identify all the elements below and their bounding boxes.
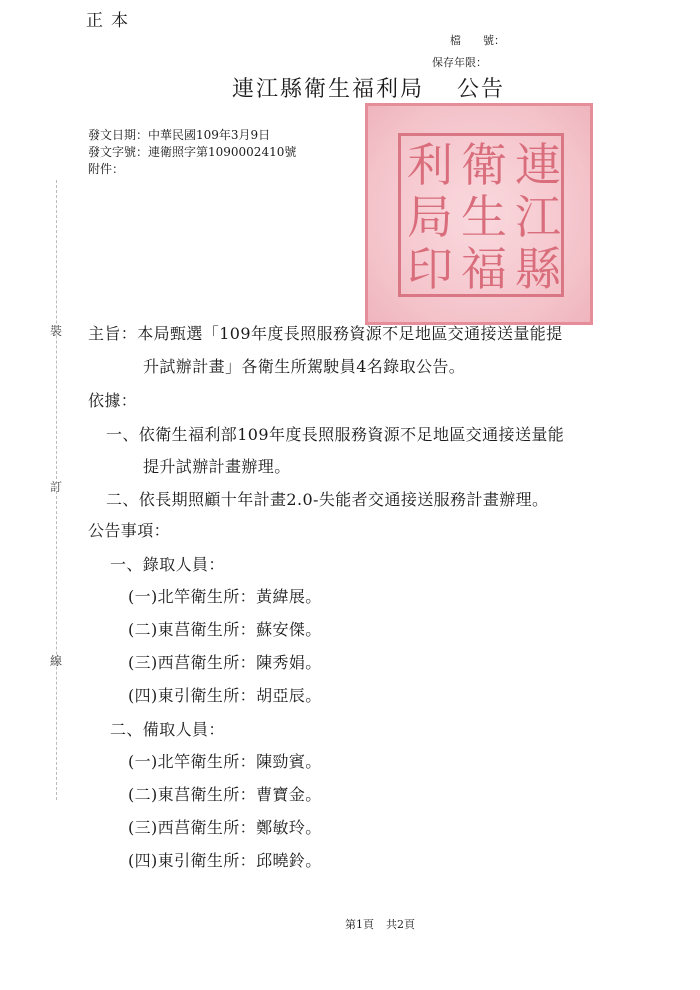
page-number: 第1頁 [345,918,374,931]
binding-mark-2: 訂 [50,480,63,494]
copy-mark: 正本 [86,11,136,31]
reference-number: 發文字號：連衛照字第1090002410號 [88,145,297,159]
document-title: 連江縣衛生福利局 公告 [232,77,505,102]
seal-inner-border [398,133,564,297]
page-footer [345,916,415,932]
basis-label: 依據： [88,391,138,410]
basis-item-1-line-1: 一、依衛生福利部109年度長照服務資源不足地區交通接送量能 [106,425,565,444]
seal-char: 局 [407,190,453,244]
seal-char: 生 [461,190,507,244]
admitted-item: (四)東引衛生所：胡亞辰。 [128,686,322,705]
reserve-item: (一)北竿衛生所：陳勁賓。 [128,752,322,771]
binding-mark-3: 線 [50,654,63,668]
subject-line-2: 升試辦計畫」各衛生所駕駛員4名錄取公告。 [143,357,466,376]
issue-date: 發文日期：中華民國109年3月9日 [88,128,271,142]
seal-char: 江 [515,190,561,244]
seal-char: 縣 [515,242,561,296]
seal-char: 利 [407,138,453,192]
admitted-item: (二)東莒衛生所：蘇安傑。 [128,620,322,639]
official-seal [365,103,593,325]
reserve-item: (二)東莒衛生所：曹寶金。 [128,785,322,804]
seal-char: 衛 [461,138,507,192]
seal-char: 印 [407,242,453,296]
seal-char: 福 [461,242,507,296]
binding-mark-1: 裝 [50,324,63,338]
subject-line-1: 主旨：本局甄選「109年度長照服務資源不足地區交通接送量能提 [88,324,563,343]
basis-item-1-line-2: 提升試辦計畫辦理。 [143,457,291,476]
seal-char: 連 [515,138,561,192]
notice-label: 公告事項： [88,521,171,540]
reserve-item: (三)西莒衛生所：鄭敏玲。 [128,818,322,837]
basis-item-2: 二、依長期照顧十年計畫2.0-失能者交通接送服務計畫辦理。 [106,490,549,509]
reserve-section-label: 二、備取人員： [110,720,225,739]
admitted-item: (三)西莒衛生所：陳秀娟。 [128,653,322,672]
attachment-label: 附件： [88,162,125,176]
admitted-section-label: 一、錄取人員： [110,555,225,574]
admitted-item: (一)北竿衛生所：黃緯展。 [128,587,322,606]
page-total: 共2頁 [386,918,415,931]
reserve-item: (四)東引衛生所：邱曉鈴。 [128,851,322,870]
archive-number-label: 檔 號： [450,34,505,47]
retention-period-label: 保存年限： [432,56,487,69]
